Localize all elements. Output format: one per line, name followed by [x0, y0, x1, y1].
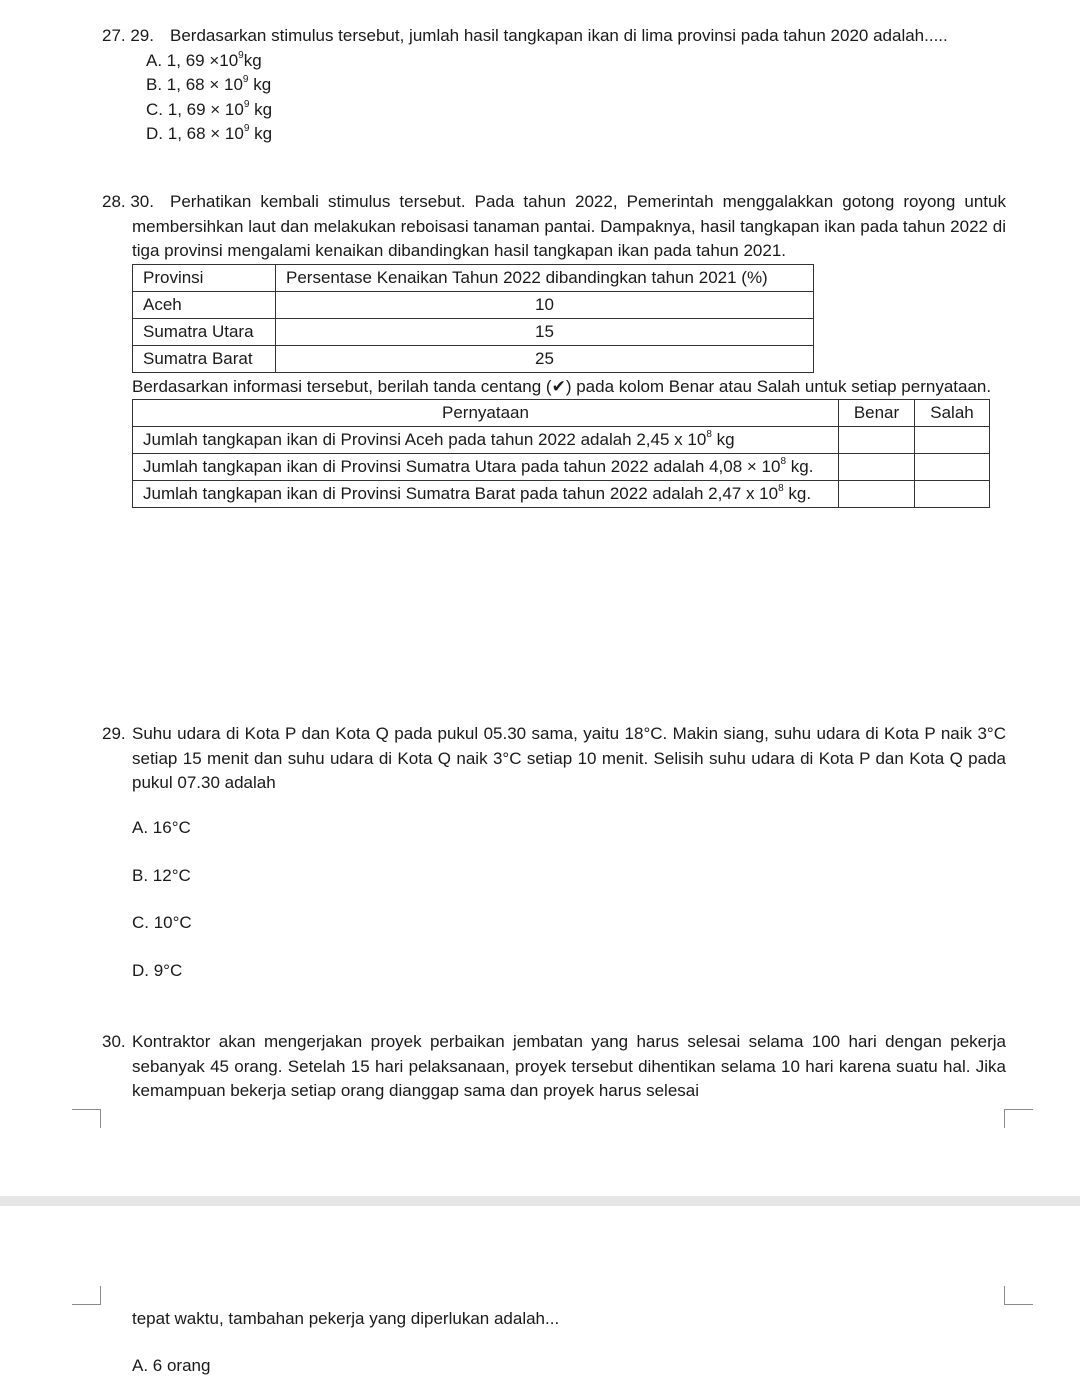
- question-number: 29.: [102, 724, 126, 743]
- crop-mark: [72, 1109, 101, 1128]
- option-a[interactable]: A. 16°C: [132, 818, 191, 837]
- benar-checkbox-cell[interactable]: [839, 481, 915, 508]
- question-text: Perhatikan kembali stimulus tersebut. Pada tahun 2022, Pemerintah menggalakkan gotong royong untuk membersihkan laut dan melakukan reboisasi tanaman pantai. Dampaknya, hasil tangkapan ikan pada tahun 2022 di tiga provinsi mengalami kenaikan dibandingkan hasil tangkapan ikan pada tahun 2021.: [132, 192, 1006, 260]
- table-header: Benar: [839, 400, 915, 427]
- question-text-continued: tepat waktu, tambahan pekerja yang diperlukan adalah...: [132, 1309, 560, 1328]
- instruction-text: Berdasarkan informasi tersebut, berilah tanda centang (✔) pada kolom Benar atau Salah untuk setiap pernyataan.: [132, 376, 992, 396]
- table-header-row: [133, 400, 990, 427]
- table-row: [133, 318, 814, 345]
- crop-mark: [1004, 1286, 1033, 1305]
- crop-mark: [72, 1286, 101, 1305]
- table-cell: 25: [276, 345, 814, 372]
- option-b[interactable]: B. 12°C: [132, 866, 191, 885]
- question-30: [102, 1030, 1006, 1104]
- option-c[interactable]: C. 10°C: [132, 913, 192, 932]
- table-cell: 10: [276, 291, 814, 318]
- table-header: Salah: [915, 400, 990, 427]
- table-cell: Sumatra Utara: [133, 318, 276, 345]
- statement-text: Jumlah tangkapan ikan di Provinsi Aceh pada tahun 2022 adalah 2,45 x $10^8$ kg: [133, 427, 839, 454]
- option-c[interactable]: C. 1, $69 \times 10^9$ kg: [146, 98, 273, 119]
- question-28: [102, 190, 1006, 508]
- table-header: Provinsi: [133, 264, 276, 291]
- table-row: [133, 481, 990, 508]
- statements-table: [132, 399, 990, 508]
- question-number: 30.: [102, 1032, 126, 1051]
- salah-checkbox-cell[interactable]: [915, 427, 990, 454]
- question-text: Kontraktor akan mengerjakan proyek perbaikan jembatan yang harus selesai selama 100 hari dengan pekerja sebanyak 45 orang. Setelah 15 hari pelaksanaan, proyek tersebut dihentikan selama 10 hari karena suatu hal. Jika kemampuan bekerja setiap orang dianggap sama dan proyek harus selesai: [132, 1032, 1006, 1100]
- crop-mark: [1004, 1109, 1033, 1128]
- increase-table: [132, 264, 814, 373]
- table-header: Pernyataan: [133, 400, 839, 427]
- table-cell: 15: [276, 318, 814, 345]
- question-27: [102, 24, 1006, 147]
- question-text: Berdasarkan stimulus tersebut, jumlah hasil tangkapan ikan di lima provinsi pada tahun 2020 adalah.....: [170, 26, 948, 45]
- option-b[interactable]: B. 1, $68 \times 10^9$ kg: [146, 74, 272, 94]
- question-number: 27. 29.: [102, 26, 154, 45]
- table-header: Persentase Kenaikan Tahun 2022 dibandingkan tahun 2021 (%): [276, 264, 814, 291]
- table-row: [133, 427, 990, 454]
- options-list: [146, 49, 1006, 147]
- page-divider: [0, 1196, 1080, 1206]
- table-cell: Aceh: [133, 291, 276, 318]
- option-a[interactable]: A. 6 orang: [132, 1355, 211, 1375]
- option-d[interactable]: D. 1, $68 \times 10^9$ kg: [146, 123, 273, 143]
- option-d[interactable]: D. 9°C: [132, 961, 183, 980]
- question-29: [102, 722, 1006, 980]
- table-row: [133, 291, 814, 318]
- table-header-row: [133, 264, 814, 291]
- salah-checkbox-cell[interactable]: [915, 454, 990, 481]
- salah-checkbox-cell[interactable]: [915, 481, 990, 508]
- question-text: Suhu udara di Kota P dan Kota Q pada pukul 05.30 sama, yaitu 18°C. Makin siang, suhu udara di Kota P naik 3°C setiap 15 menit dan suhu udara di Kota Q naik 3°C setiap 10 menit. Selisih suhu udara di Kota P dan Kota Q pada pukul 07.30 adalah: [132, 724, 1006, 792]
- statement-text: Jumlah tangkapan ikan di Provinsi Sumatra Utara pada tahun 2022 adalah $4,08 \times 10^8$ kg.: [133, 454, 839, 481]
- table-cell: Sumatra Barat: [133, 345, 276, 372]
- statement-text: Jumlah tangkapan ikan di Provinsi Sumatra Barat pada tahun 2022 adalah 2,47 x $10^8$ kg.: [133, 481, 839, 508]
- option-a[interactable]: A. 1, $69 \times 10^9kg$: [146, 49, 262, 70]
- table-row: [133, 454, 990, 481]
- benar-checkbox-cell[interactable]: [839, 427, 915, 454]
- question-30-continued: [102, 1307, 1006, 1378]
- table-row: [133, 345, 814, 372]
- benar-checkbox-cell[interactable]: [839, 454, 915, 481]
- question-number: 28. 30.: [102, 192, 154, 211]
